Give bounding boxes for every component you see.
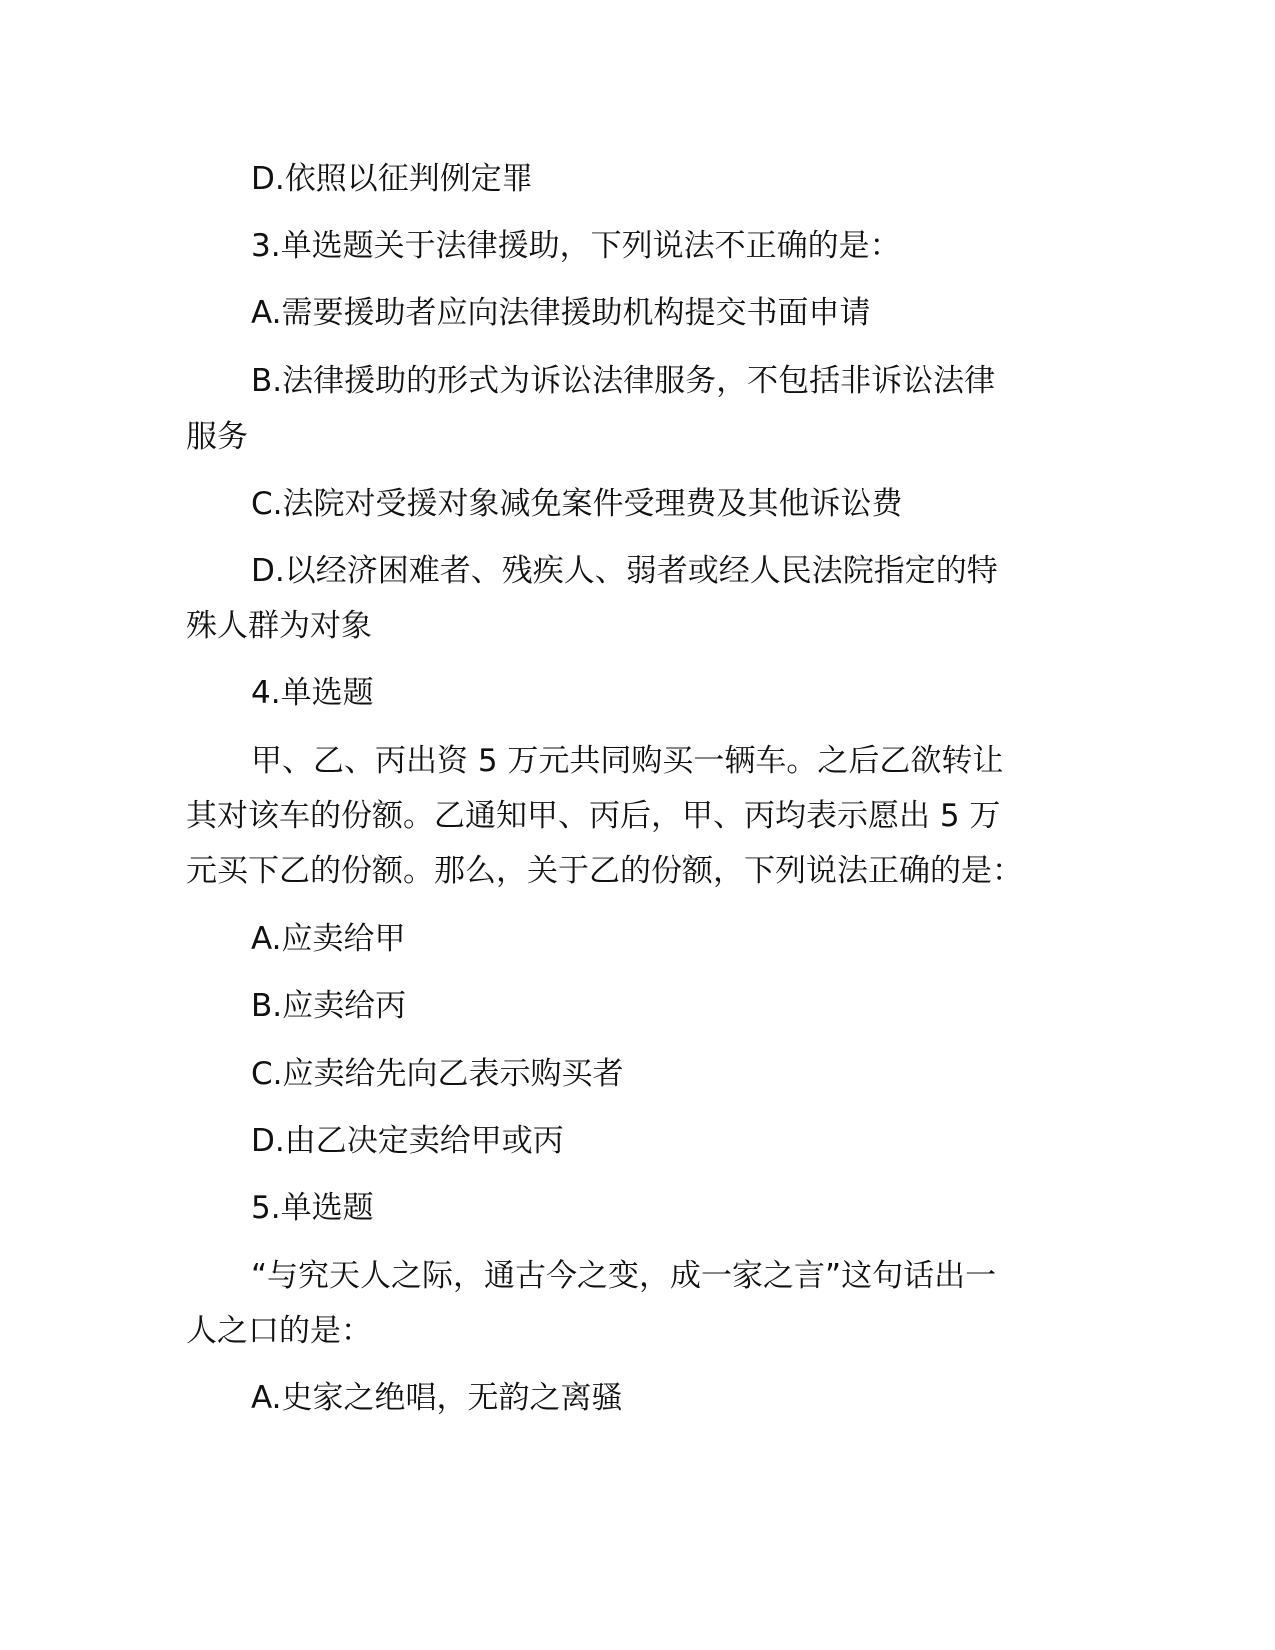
q3-option-a: A.需要援助者应向法律援助机构提交书面申请 xyxy=(251,295,871,331)
q4-stem-line3: 元买下乙的份额。那么，关于乙的份额，下列说法正确的是： xyxy=(186,853,1023,889)
q3-option-d-line2: 殊人群为对象 xyxy=(186,608,372,644)
q4-option-d: D.由乙决定卖给甲或丙 xyxy=(251,1123,564,1159)
q4-stem-line1: 甲、乙、丙出资 5 万元共同购买一辆车。之后乙欲转让 xyxy=(251,743,1004,779)
q5-stem-line2: 人之口的是： xyxy=(186,1313,372,1349)
q5-stem-line1: “与究天人之际，通古今之变，成一家之言”这句话出一 xyxy=(251,1258,997,1294)
q5-heading: 5.单选题 xyxy=(251,1190,374,1226)
q4-option-a: A.应卖给甲 xyxy=(251,921,406,957)
q5-option-a: A.史家之绝唱，无韵之离骚 xyxy=(251,1380,623,1416)
q3-option-c: C.法院对受援对象减免案件受理费及其他诉讼费 xyxy=(251,486,903,522)
q4-heading: 4.单选题 xyxy=(251,675,374,711)
q3-stem: 3.单选题关于法律援助，下列说法不正确的是： xyxy=(251,228,901,264)
q2-option-d: D.依照以征判例定罪 xyxy=(251,161,533,197)
q3-option-d-line1: D.以经济困难者、残疾人、弱者或经人民法院指定的特 xyxy=(251,553,998,589)
q3-option-b-line2: 服务 xyxy=(186,419,248,455)
q4-option-c: C.应卖给先向乙表示购买者 xyxy=(251,1056,624,1092)
q4-option-b: B.应卖给丙 xyxy=(251,988,407,1024)
q4-stem-line2: 其对该车的份额。乙通知甲、丙后，甲、丙均表示愿出 5 万 xyxy=(186,798,1001,834)
q3-option-b-line1: B.法律援助的形式为诉讼法律服务，不包括非诉讼法律 xyxy=(251,363,996,399)
